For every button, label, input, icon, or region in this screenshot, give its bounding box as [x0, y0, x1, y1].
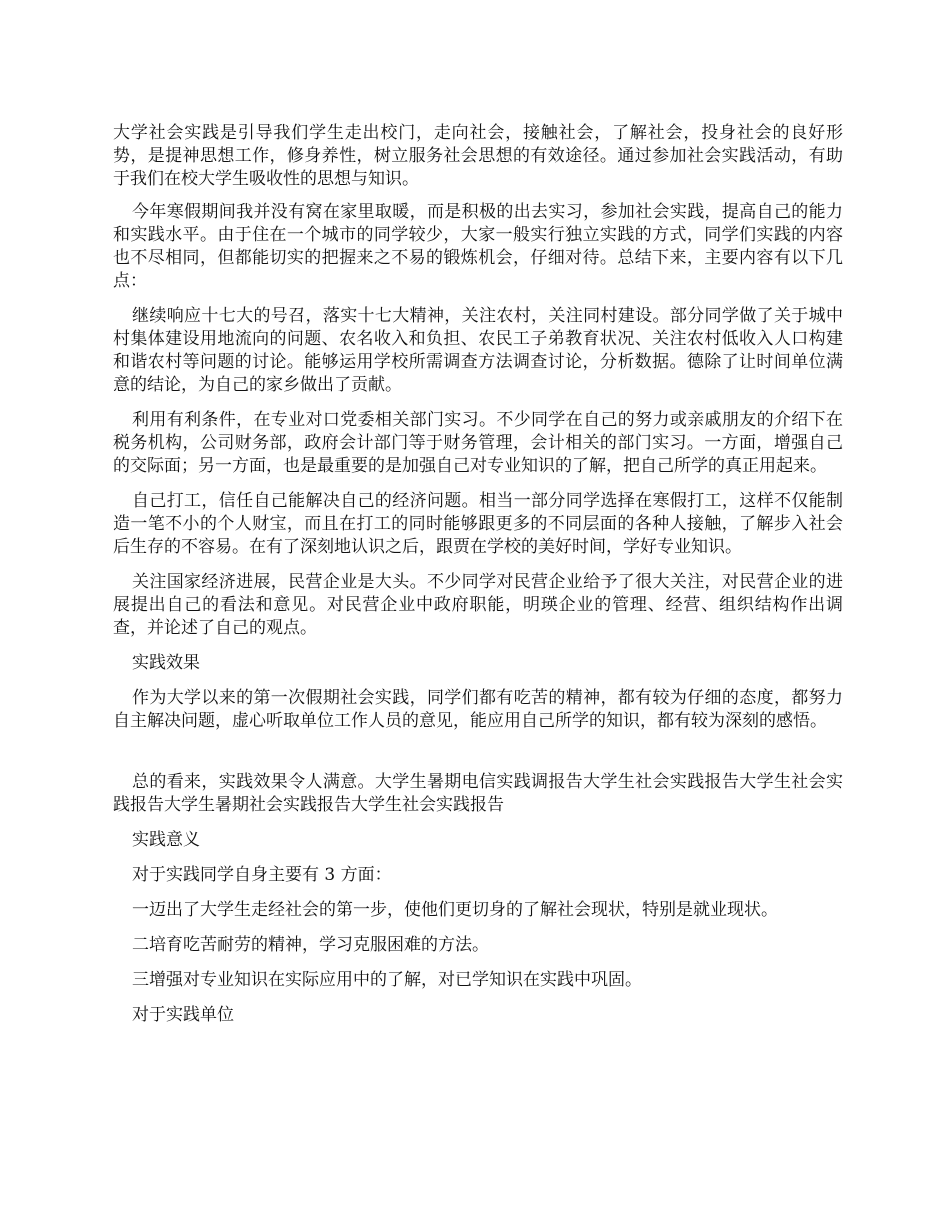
document-body	[113, 122, 843, 1039]
list-item-second: 二培育吃苦耐劳的精神，学习克服困难的方法。	[132, 935, 489, 955]
paragraph-summary: 总的看来，实践效果令人满意。大学生暑期电信实践调报告大学生社会实践报告大学生社会实践报告大学生暑期社会实践报告大学生社会实践报告	[113, 772, 843, 815]
list-item-first: 一迈出了大学生走经社会的第一步，使他们更切身的了解社会现状，特别是就业现状。	[132, 900, 778, 920]
paragraph-internship: 利用有利条件，在专业对口党委相关部门实习。不少同学在自己的努力或亲戚朋友的介绍下在税务机构，公司财务部，政府会计部门等于财务管理，会计相关的部门实习。一方面，增强自己的交际面；另一方面，也是最重要的是加强自己对专业知识的了解，把自己所学的真正用起来。	[113, 410, 843, 476]
paragraph-practice-effect: 作为大学以来的第一次假期社会实践，同学们都有吃苦的精神，都有较为仔细的态度，都努力自主解决问题，虚心听取单位工作人员的意见，能应用自己所学的知识，都有较为深刻的感悟。	[113, 688, 843, 731]
heading-practice-significance: 实践意义	[132, 830, 200, 850]
list-item-third: 三增强对专业知识在实际应用中的了解，对已学知识在实践中巩固。	[132, 970, 642, 990]
heading-practice-unit: 对于实践单位	[132, 1005, 234, 1025]
paragraph-winter-break: 今年寒假期间我并没有窝在家里取暖，而是积极的出去实习，参加社会实践，提高自己的能力和实践水平。由于住在一个城市的同学较少，大家一般实行独立实践的方式，同学们实践的内容也不尽相同，但都能切实的把握来之不易的锻炼机会，仔细对待。总结下来，主要内容有以下几点：	[113, 202, 843, 291]
paragraph-intro: 大学社会实践是引导我们学生走出校门，走向社会，接触社会，了解社会，投身社会的良好形势，是提神思想工作，修身养性，树立服务社会思想的有效途径。通过参加社会实践活动，有助于我们在校大学生吸收性的思想与知识。	[113, 123, 843, 189]
heading-practice-effect: 实践效果	[132, 653, 200, 673]
paragraph-three-aspects: 对于实践同学自身主要有 3 方面：	[132, 865, 392, 885]
paragraph-rural-focus: 继续响应十七大的号召，落实十七大精神，关注农村，关注同村建设。部分同学做了关于城中村集体建设用地流向的问题、农名收入和负担、农民工子弟教育状况、关注农村低收入人口构建和谐农村等问题的讨论。能够运用学校所需调查方法调查讨论，分析数据。德除了让时间单位满意的结论，为自己的家乡做出了贡献。	[113, 306, 843, 395]
paragraph-private-enterprise: 关注国家经济进展，民营企业是大头。不少同学对民营企业给予了很大关注，对民营企业的进展提出自己的看法和意见。对民营企业中政府职能，明瑛企业的管理、经营、组织结构作出调查，并论述了自己的观点。	[113, 572, 843, 638]
paragraph-part-time-work: 自己打工，信任自己能解决自己的经济问题。相当一部分同学选择在寒假打工，这样不仅能制造一笔不小的个人财宝，而且在打工的同时能够跟更多的不同层面的各种人接触，了解步入社会后生存的不容易。在有了深刻地认识之后，跟贾在学校的美好时间，学好专业知识。	[113, 491, 843, 557]
